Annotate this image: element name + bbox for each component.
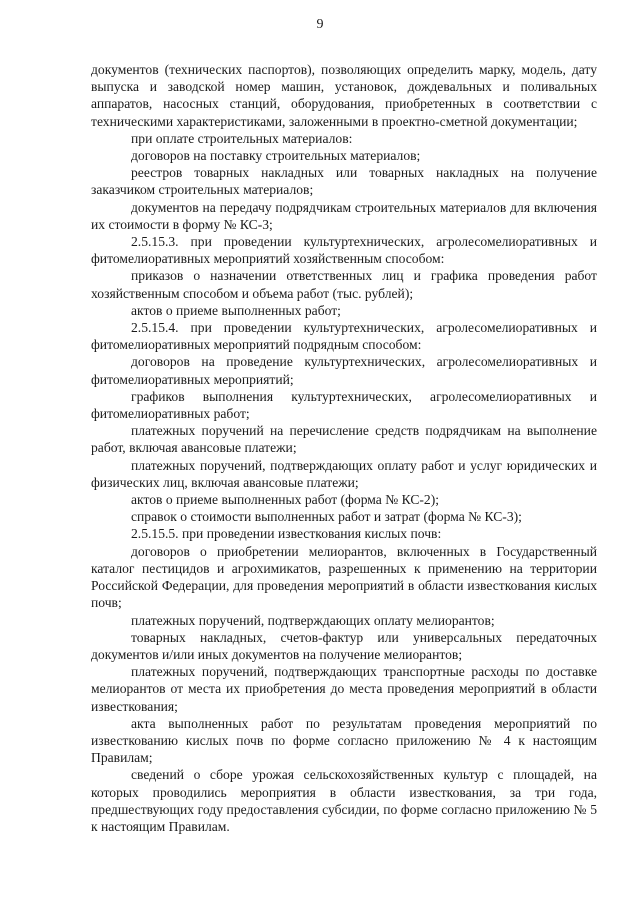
page-number: 9	[316, 17, 324, 32]
paragraph-payment-orders-contractors: платежных поручений на перечисление средств подрядчикам на выполнение работ, включая авансовые платежи;	[91, 423, 597, 456]
paragraph-transport-payments: платежных поручений, подтверждающих транспортные расходы по доставке мелиорантов от места их приобретения до места проведения мероприятий в области известкования;	[91, 664, 597, 714]
paragraph-ks3-certificates: справок о стоимости выполненных работ и затрат (форма № КС-3);	[131, 509, 522, 525]
paragraph-work-schedules: графиков выполнения культуртехнических, агролесомелиоративных и фитомелиоративных работ;	[91, 388, 597, 422]
paragraph-orders-schedule: приказов о назначении ответственных лиц и графика проведения работ хозяйственным способом и объема работ (тыс. рублей);	[91, 268, 597, 301]
paragraph-2-5-15-5: 2.5.15.5. при проведении известкования кислых почв:	[131, 526, 442, 542]
document-body	[91, 61, 597, 835]
paragraph-waybills: товарных накладных, счетов-фактур или универсальных передаточных документов и/или иных документов на получение мелиорантов;	[91, 629, 597, 662]
paragraph-tech-passports: документов (технических паспортов), позволяющих определить марку, модель, дату выпуска и заводской номер машин, установок, дождевальных и поливальных аппаратов, насосных станций, оборудования, приобретенных в соответствии с техническими характеристиками, заложенными в проектно-сметной документации;	[91, 62, 597, 129]
paragraph-acceptance-acts: актов о приеме выполненных работ;	[131, 302, 341, 318]
paragraph-ameliorant-payments: платежных поручений, подтверждающих оплату мелиорантов;	[131, 612, 495, 628]
paragraph-ameliorant-contracts: договоров о приобретении мелиорантов, включенных в Государственный каталог пестицидов и агрохимикатов, разрешенных к применению на территории Российской Федерации, для проведения мероприятий в области известкования кислых почв;	[91, 543, 597, 611]
paragraph-harvest-data: сведений о сборе урожая сельскохозяйственных культур с площадей, на которых проводились мероприятия в области известкования, за три года, предшествующих году предоставления субсидии, по форме согласно приложению № 5 к настоящим Правилам.	[91, 767, 597, 834]
paragraph-materials-transfer: документов на передачу подрядчикам строительных материалов для включения их стоимости в форму № КС-3;	[91, 199, 597, 232]
paragraph-invoice-registers: реестров товарных накладных или товарных накладных на получение заказчиком строительных материалов;	[91, 165, 597, 198]
paragraph-contracts-measures: договоров на проведение культуртехнических, агролесомелиоративных и фитомелиоративных мероприятий;	[91, 354, 597, 387]
paragraph-2-5-15-3: 2.5.15.3. при проведении культуртехнических, агролесомелиоративных и фитомелиоративных мероприятий хозяйственным способом:	[91, 234, 597, 267]
paragraph-ks2-acts: актов о приеме выполненных работ (форма № КС-2);	[131, 492, 440, 508]
paragraph-supply-contracts: договоров на поставку строительных материалов;	[131, 148, 421, 164]
paragraph-liming-act: акта выполненных работ по результатам проведения мероприятий по известкованию кислых почв по форме согласно приложению № 4 к настоящим Правилам;	[91, 715, 597, 766]
paragraph-building-materials-heading: при оплате строительных материалов:	[131, 130, 353, 146]
paragraph-payment-orders-services: платежных поручений, подтверждающих оплату работ и услуг юридических и физических лиц, включая авансовые платежи;	[91, 457, 597, 490]
paragraph-2-5-15-4: 2.5.15.4. при проведении культуртехнических, агролесомелиоративных и фитомелиоративных мероприятий подрядным способом:	[91, 320, 597, 353]
